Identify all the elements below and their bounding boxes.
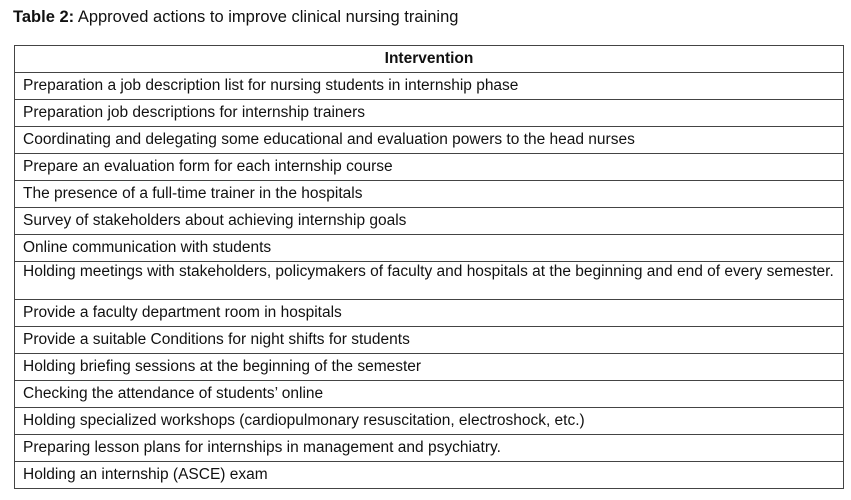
table-cell: Preparing lesson plans for internships in management and psychiatry.	[15, 435, 844, 462]
table-row	[15, 73, 844, 100]
table-cell: Online communication with students	[15, 235, 844, 262]
table-cell: Holding meetings with stakeholders, policymakers of faculty and hospitals at the beginning and end of every semester.	[15, 262, 844, 300]
table-row	[15, 462, 844, 489]
table-cell: Holding an internship (ASCE) exam	[15, 462, 844, 489]
column-header-intervention: Intervention	[15, 46, 844, 73]
table-row	[15, 300, 844, 327]
table-cell: Preparation job descriptions for internship trainers	[15, 100, 844, 127]
table-row	[15, 235, 844, 262]
table-row	[15, 354, 844, 381]
table-row	[15, 208, 844, 235]
table-cell: Prepare an evaluation form for each internship course	[15, 154, 844, 181]
table-caption	[13, 7, 458, 27]
table-row	[15, 262, 844, 300]
table-row	[15, 100, 844, 127]
table-row	[15, 327, 844, 354]
table-number-label: Table 2:	[13, 8, 75, 26]
table-cell: Checking the attendance of students’ online	[15, 381, 844, 408]
table-row	[15, 435, 844, 462]
table-row	[15, 408, 844, 435]
table-row	[15, 381, 844, 408]
table-cell: Provide a suitable Conditions for night shifts for students	[15, 327, 844, 354]
table-row	[15, 127, 844, 154]
table-cell: Holding briefing sessions at the beginning of the semester	[15, 354, 844, 381]
table-cell: Survey of stakeholders about achieving internship goals	[15, 208, 844, 235]
table-cell: Coordinating and delegating some educational and evaluation powers to the head nurses	[15, 127, 844, 154]
table-row	[15, 181, 844, 208]
table-cell: Holding specialized workshops (cardiopulmonary resuscitation, electroshock, etc.)	[15, 408, 844, 435]
table-title: Approved actions to improve clinical nursing training	[74, 8, 459, 26]
table-cell: Preparation a job description list for nursing students in internship phase	[15, 73, 844, 100]
interventions-table	[14, 45, 844, 489]
table-header-row	[15, 46, 844, 73]
table-cell: The presence of a full-time trainer in the hospitals	[15, 181, 844, 208]
table-row	[15, 154, 844, 181]
table-cell: Provide a faculty department room in hospitals	[15, 300, 844, 327]
